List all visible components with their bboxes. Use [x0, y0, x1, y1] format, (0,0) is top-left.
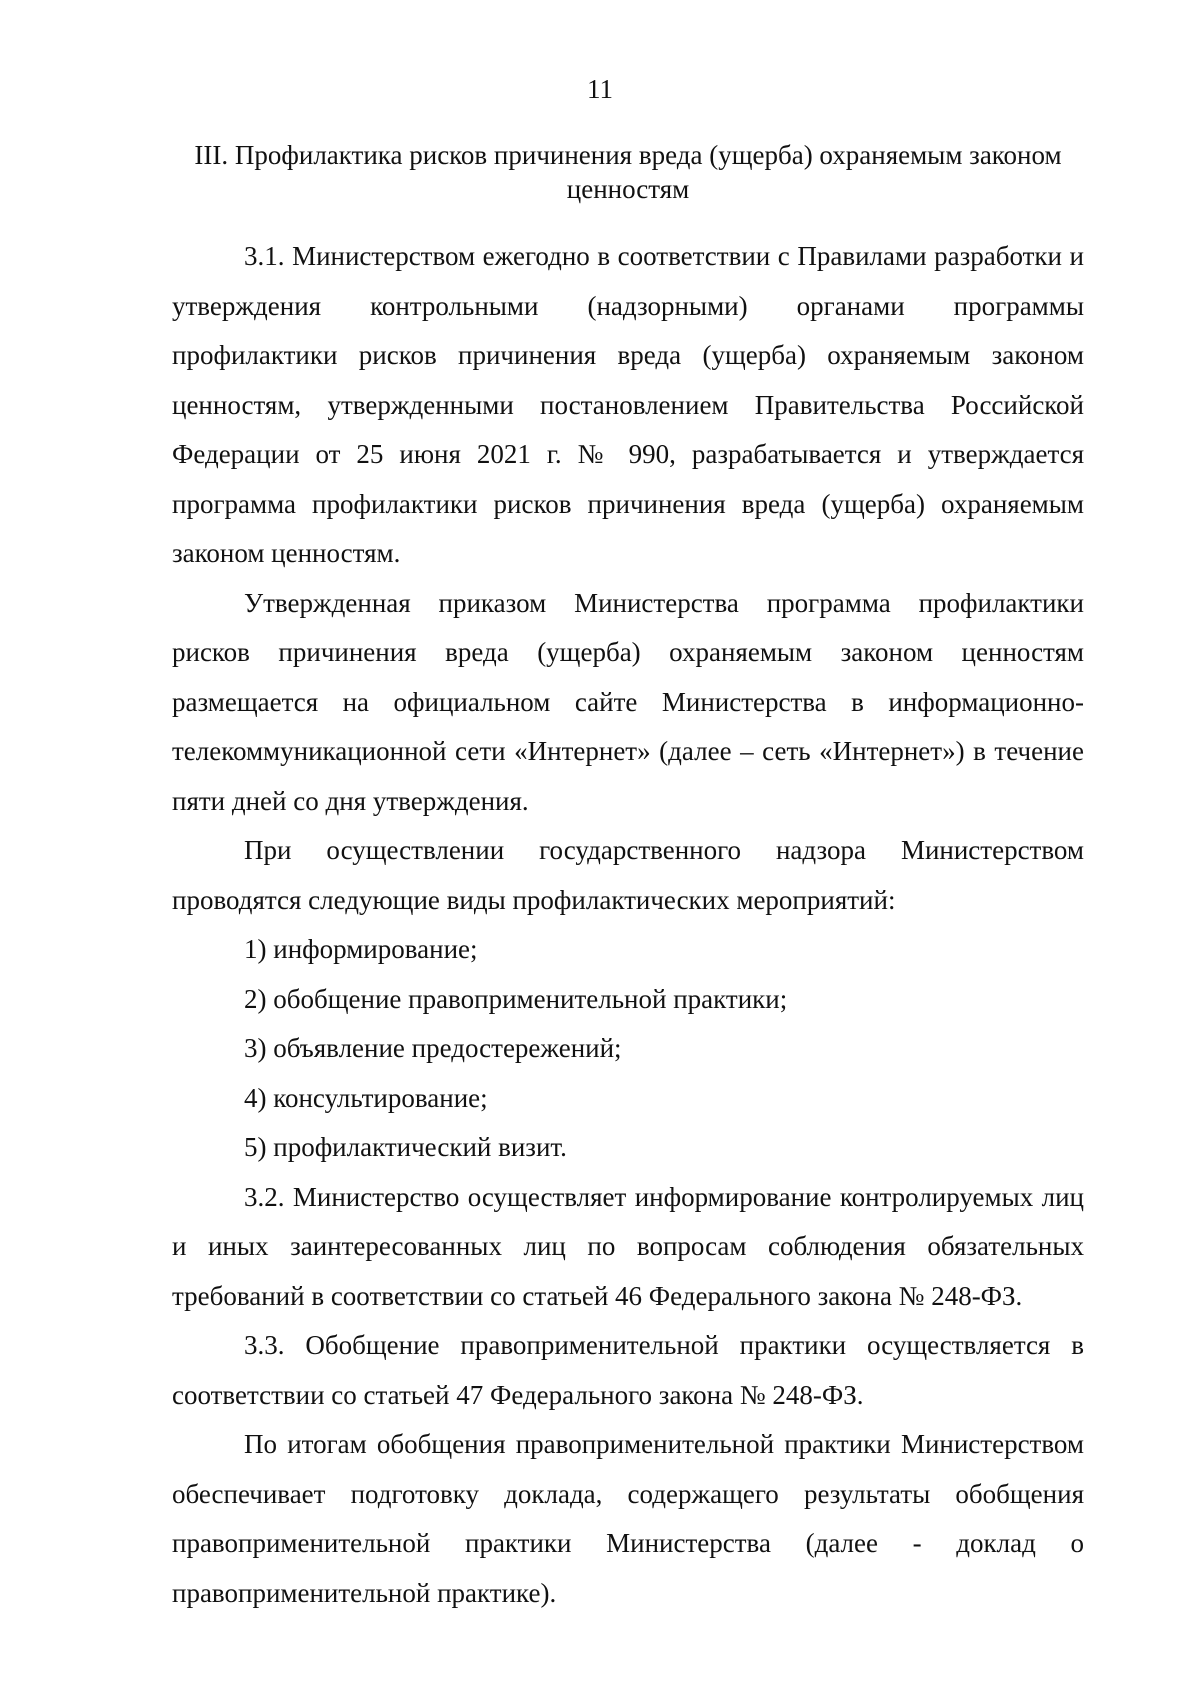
paragraph-3-2: 3.2. Министерство осуществляет информирование контролируемых лиц и иных заинтересованных лиц по вопросам соблюдения обязательных требований в соответствии со статьей 46 Федерального закона № 248-ФЗ.: [172, 1181, 1084, 1311]
section-heading: III. Профилактика рисков причинения вреда (ущерба) охраняемым законом ценностям: [194, 140, 1062, 204]
paragraph-report: По итогам обобщения правоприменительной практики Министерством обеспечивает подготовку доклада, содержащего результаты обобщения правоприменительной практики Министерства (далее - доклад о правоприменительной практике).: [172, 1429, 1084, 1608]
list-item: 1) информирование;: [244, 934, 478, 964]
list-item: 4) консультирование;: [244, 1082, 488, 1113]
paragraph-3-1: 3.1. Министерством ежегодно в соответствии с Правилами разработки и утверждения контрольными (надзорными) органами программы профилактики рисков причинения вреда (ущерба) охраняемым законом ценностям, утвержденными постановлением Правительства Российской Федерации от 25 июня 2021 г. № 990, разрабатывается и утверждается программа профилактики рисков причинения вреда (ущерба) охраняемым законом ценностям.: [172, 241, 1084, 568]
page-number: 11: [587, 74, 613, 104]
document-body: [172, 232, 1084, 1618]
paragraph-prevention-types-intro: При осуществлении государственного надзора Министерством проводятся следующие виды профилактических мероприятий:: [172, 835, 1084, 915]
paragraph-program-publication: Утвержденная приказом Министерства программа профилактики рисков причинения вреда (ущерба) охраняемым законом ценностям размещается на официальном сайте Министерства в информационно-телекоммуникационной сети «Интернет» (далее – сеть «Интернет») в течение пяти дней со дня утверждения.: [172, 587, 1084, 816]
list-item: 3) объявление предостережений;: [244, 1033, 622, 1063]
paragraph-3-3: 3.3. Обобщение правоприменительной практики осуществляется в соответствии со статьей 47 Федерального закона № 248-ФЗ.: [172, 1330, 1084, 1410]
list-item: 2) обобщение правоприменительной практики;: [244, 983, 788, 1014]
list-item: 5) профилактический визит.: [244, 1132, 567, 1162]
